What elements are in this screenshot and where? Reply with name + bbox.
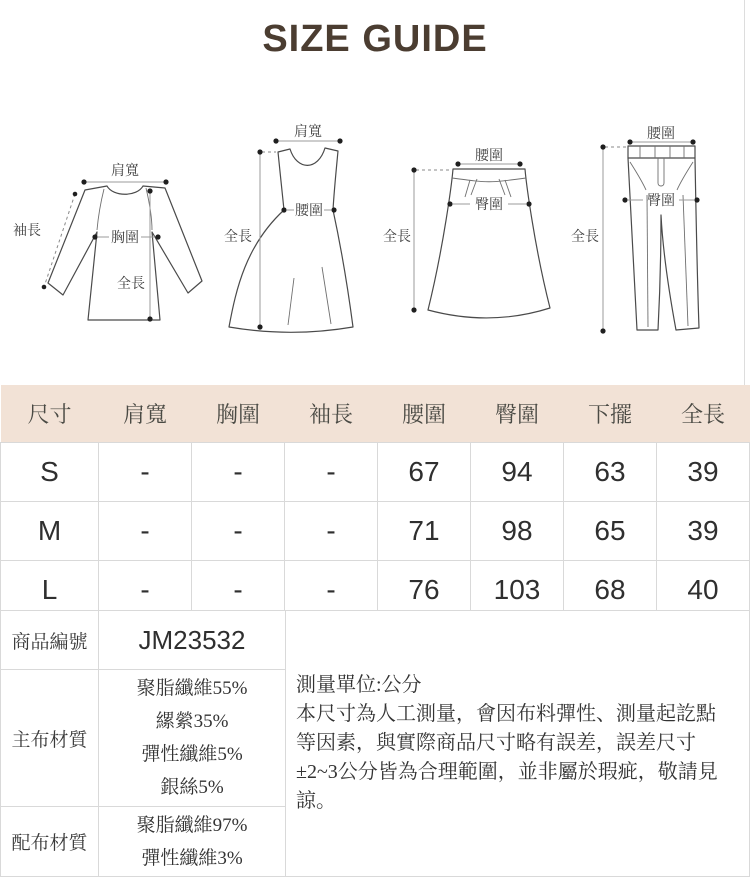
value-cell: 65 [564,502,657,561]
main-fabric-label: 主布材質 [1,670,99,807]
value-cell: - [285,443,378,502]
product-info-table [0,610,750,877]
garment-diagrams [0,95,750,385]
label-waist: 腰圍 [295,204,323,219]
value-cell: 76 [378,561,471,620]
header-length: 全長 [657,385,750,443]
label-length: 全長 [224,230,252,245]
diagram-long-sleeve-top [13,163,202,322]
header-size: 尺寸 [1,385,99,443]
fabric-line: 縲縈35% [155,711,229,732]
value-cell: 39 [657,502,750,561]
label-waist: 腰圍 [475,149,503,164]
label-hip: 臀圍 [647,194,675,209]
label-length: 全長 [383,230,411,245]
header-sleeve: 袖長 [285,385,378,443]
value-cell: - [285,502,378,561]
size-cell: S [1,443,99,502]
page-title: SIZE GUIDE [262,18,488,60]
label-shoulder-width: 肩寬 [294,125,322,140]
value-cell: 103 [471,561,564,620]
trim-fabric-label: 配布材質 [1,807,99,877]
label-length: 全長 [117,277,145,292]
product-code-value: JM23532 [99,611,286,670]
pants-waistband [628,146,695,158]
fabric-line: 銀絲5% [160,777,224,798]
label-sleeve-length: 袖長 [13,224,41,239]
skirt-outline [428,169,550,318]
value-cell: 63 [564,443,657,502]
fabric-line: 聚脂纖維97% [136,814,248,836]
label-hip: 臀圍 [475,198,503,213]
product-code-label: 商品編號 [1,611,99,670]
value-cell: - [192,443,285,502]
value-cell: 98 [471,502,564,561]
header-shoulder: 肩寬 [99,385,192,443]
value-cell: 94 [471,443,564,502]
label-shoulder-width: 肩寬 [111,164,139,179]
header-chest: 胸圍 [192,385,285,443]
value-cell: 39 [657,443,750,502]
size-table [0,385,750,620]
value-cell: 71 [378,502,471,561]
header-hip: 臀圍 [471,385,564,443]
value-cell: - [192,561,285,620]
main-fabric-value [99,670,286,807]
value-cell: 40 [657,561,750,620]
size-table-header-row [1,385,750,443]
size-cell: L [1,561,99,620]
header-waist: 腰圍 [378,385,471,443]
value-cell: - [99,502,192,561]
diagram-dress [224,124,353,332]
measurement-note [286,611,750,877]
fabric-line: 彈性纖維3% [141,847,243,869]
product-code-row [1,611,750,670]
trim-fabric-value [99,807,286,877]
value-cell: 68 [564,561,657,620]
value-cell: - [99,561,192,620]
fabric-line: 彈性纖維5% [141,744,243,765]
size-row-s [1,443,750,502]
size-row-m [1,502,750,561]
garment-diagrams-svg [0,95,750,385]
note-unit-line: 測量單位:公分 [296,674,422,696]
size-cell: M [1,502,99,561]
value-cell: - [99,443,192,502]
label-chest: 胸圍 [111,231,139,246]
diagram-skirt [383,148,550,318]
note-body: 本尺寸為人工測量，會因布料彈性、測量起訖點等因素，與實際商品尺寸略有誤差，誤差尺寸±2~3公分皆為合理範圍，並非屬於瑕疵，敬請見諒。 [296,703,718,812]
value-cell: - [285,561,378,620]
value-cell: 67 [378,443,471,502]
fabric-line: 聚脂纖維55% [136,678,248,699]
label-length: 全長 [571,230,599,245]
value-cell: - [192,502,285,561]
header-hem: 下擺 [564,385,657,443]
label-waist: 腰圍 [647,127,675,142]
diagram-pants [571,126,700,334]
right-edge-divider [744,0,745,385]
